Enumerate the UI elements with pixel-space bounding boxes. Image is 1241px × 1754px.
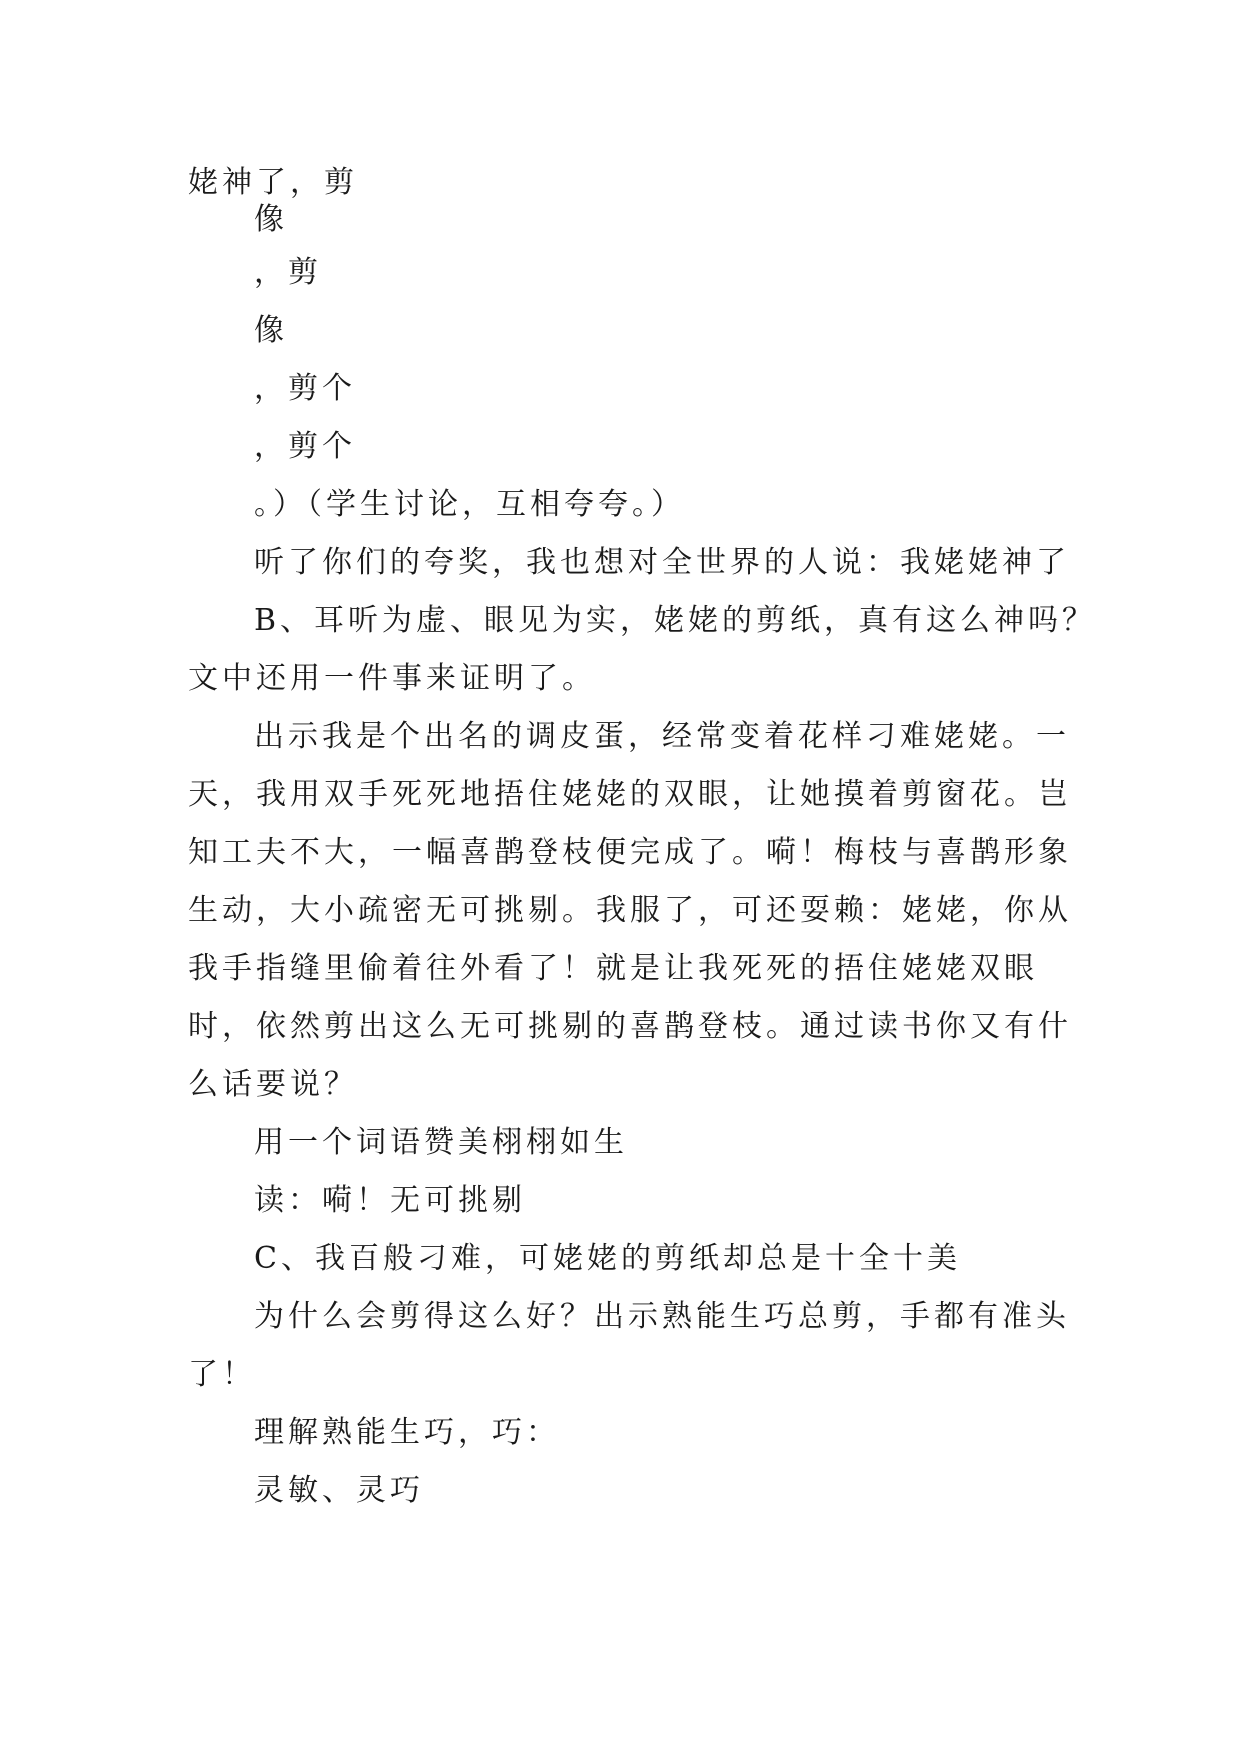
- text-line: 文中还用一件事来证明了。: [188, 661, 596, 696]
- text-line: 生动，大小疏密无可挑剔。我服了，可还耍赖：姥姥，你从: [188, 893, 1072, 928]
- text-line: ，剪: [254, 255, 322, 290]
- text-line: 像: [254, 313, 288, 348]
- text-line: ，剪个: [254, 371, 356, 406]
- text-line: 读：嗬！无可挑剔: [254, 1183, 526, 1218]
- text-line: 天，我用双手死死地捂住姥姥的双眼，让她摸着剪窗花。岂: [188, 777, 1072, 812]
- text-line: 姥神了，剪: [188, 165, 358, 200]
- text-line: 为什么会剪得这么好？出示熟能生巧总剪，手都有准头: [254, 1299, 1070, 1334]
- text-line: 我手指缝里偷着往外看了！就是让我死死的捂住姥姥双眼: [188, 951, 1038, 986]
- text-line: 时，依然剪出这么无可挑剔的喜鹊登枝。通过读书你又有什: [188, 1009, 1072, 1044]
- text-line: 像: [254, 202, 288, 237]
- text-line: C、我百般刁难，可姥姥的剪纸却总是十全十美: [254, 1241, 961, 1276]
- text-line: 了！: [188, 1357, 256, 1392]
- text-line: 理解熟能生巧，巧：: [254, 1415, 560, 1450]
- text-line: 用一个词语赞美栩栩如生: [254, 1125, 628, 1160]
- text-line: 听了你们的夸奖，我也想对全世界的人说：我姥姥神了: [254, 545, 1070, 580]
- text-line: B、耳听为虚、眼见为实，姥姥的剪纸，真有这么神吗？: [254, 603, 1097, 638]
- text-line: 。）（学生讨论，互相夸夸。）: [254, 487, 685, 522]
- text-line: 灵敏、灵巧: [254, 1473, 424, 1508]
- text-line: 么话要说？: [188, 1067, 358, 1102]
- text-line: 知工夫不大，一幅喜鹊登枝便完成了。嗬！梅枝与喜鹊形象: [188, 835, 1072, 870]
- text-line: 出示我是个出名的调皮蛋，经常变着花样刁难姥姥。一: [254, 719, 1070, 754]
- text-line: ，剪个: [254, 429, 356, 464]
